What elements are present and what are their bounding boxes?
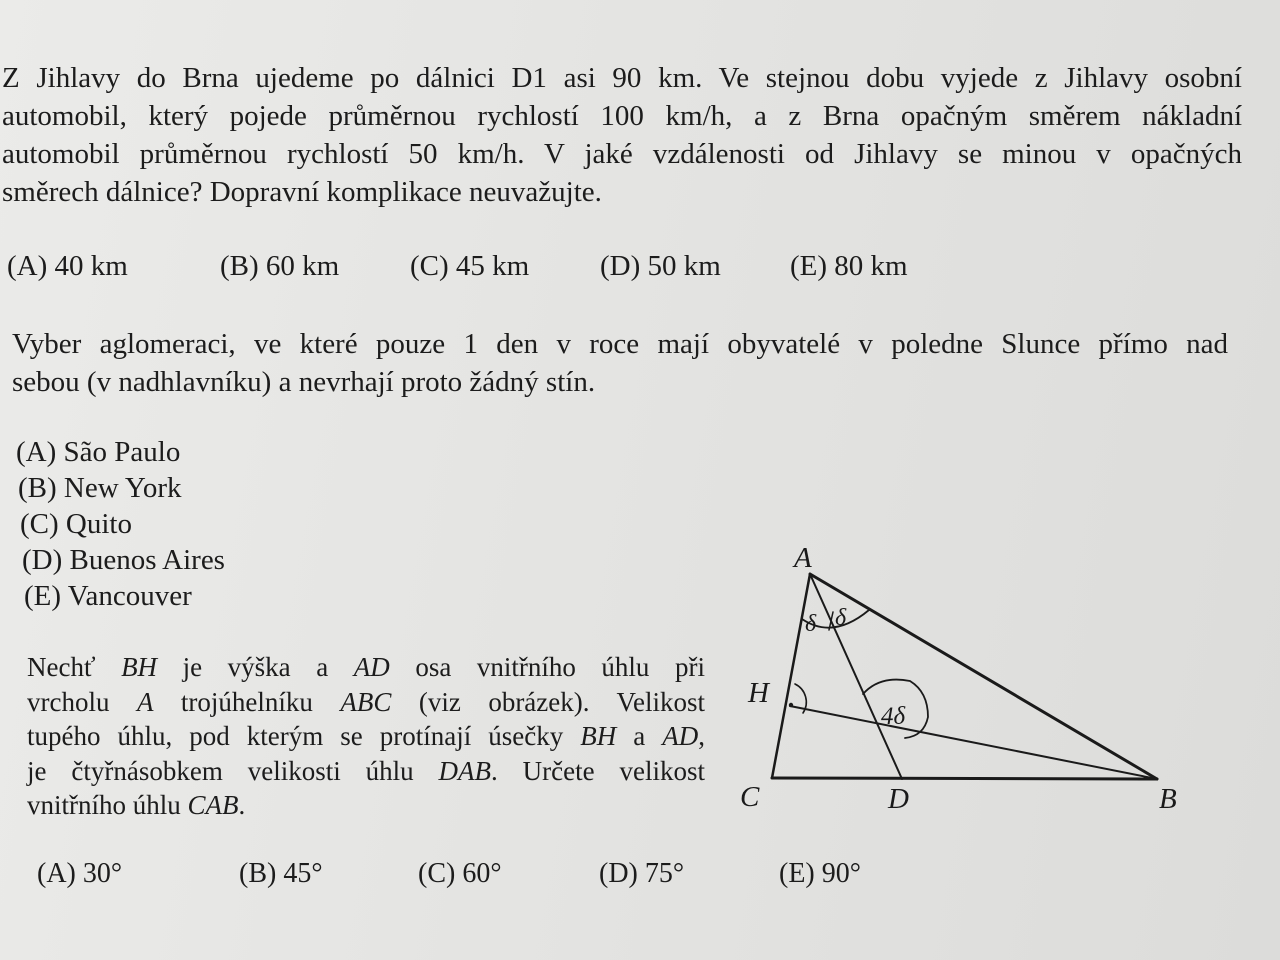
q3-option-a[interactable]: (A) 30° xyxy=(37,858,123,889)
side-cb xyxy=(772,778,1157,779)
angle-delta-right: δ xyxy=(835,605,847,631)
angle-4delta: 4δ xyxy=(881,703,906,730)
angle-delta-left: δ xyxy=(805,611,817,637)
q1-option-e[interactable]: (E) 80 km xyxy=(790,250,908,282)
altitude-bh xyxy=(790,706,1157,779)
q3-line: vrcholu A trojúhelníku ABC (viz obrázek). Velikost xyxy=(27,686,705,717)
q3-option-d[interactable]: (D) 75° xyxy=(599,858,685,889)
q3-line: je čtyřnásobkem velikosti úhlu DAB. Určete velikost xyxy=(27,755,705,786)
q2-line: Vyber aglomeraci, ve které pouze 1 den v roce mají obyvatelé v poledne Slunce přímo nad xyxy=(12,328,1228,360)
q1-line: směrech dálnice? Dopravní komplikace neuvažujte. xyxy=(2,176,602,208)
q2-option-a[interactable]: (A) São Paulo xyxy=(16,436,181,468)
q1-option-a[interactable]: (A) 40 km xyxy=(7,250,128,282)
q3-line: vnitřního úhlu CAB. xyxy=(27,790,246,820)
q2-option-e[interactable]: (E) Vancouver xyxy=(24,580,192,612)
q3-line: tupého úhlu, pod kterým se protínají úsečky BH a AD, xyxy=(27,721,706,751)
q1-line: automobil, který pojede průměrnou rychlostí 100 km/h, a z Brna opačným směrem nákladní xyxy=(2,100,1242,132)
label-h: H xyxy=(748,677,769,709)
side-ab xyxy=(810,574,1157,779)
q1-option-c[interactable]: (C) 45 km xyxy=(410,250,530,282)
q2-line: sebou (v nadhlavníku) a nevrhají proto žádný stín. xyxy=(12,366,596,398)
q1-line: Z Jihlavy do Brna ujedeme po dálnici D1 asi 90 km. Ve stejnou dobu vyjede z Jihlavy osobní xyxy=(2,62,1242,94)
q1-line: automobil průměrnou rychlostí 50 km/h. V jaké vzdálenosti od Jihlavy se minou v opačných xyxy=(2,138,1242,170)
q2-option-b[interactable]: (B) New York xyxy=(18,472,182,504)
q1-option-b[interactable]: (B) 60 km xyxy=(220,250,340,282)
q3-line: Nechť BH je výška a AD osa vnitřního úhlu při xyxy=(27,652,705,682)
label-a: A xyxy=(794,542,812,574)
right-angle-dot xyxy=(789,703,793,707)
q3-option-e[interactable]: (E) 90° xyxy=(779,858,861,889)
q1-option-d[interactable]: (D) 50 km xyxy=(600,250,721,282)
side-ac xyxy=(772,574,810,778)
label-d: D xyxy=(888,783,909,815)
q2-option-d[interactable]: (D) Buenos Aires xyxy=(22,544,225,576)
label-c: C xyxy=(740,781,760,813)
q3-option-b[interactable]: (B) 45° xyxy=(239,858,323,889)
q3-option-c[interactable]: (C) 60° xyxy=(418,858,502,889)
label-b: B xyxy=(1159,783,1177,815)
bisector-ad xyxy=(810,574,902,779)
q2-option-c[interactable]: (C) Quito xyxy=(20,508,132,540)
question-3-options xyxy=(0,858,1280,898)
